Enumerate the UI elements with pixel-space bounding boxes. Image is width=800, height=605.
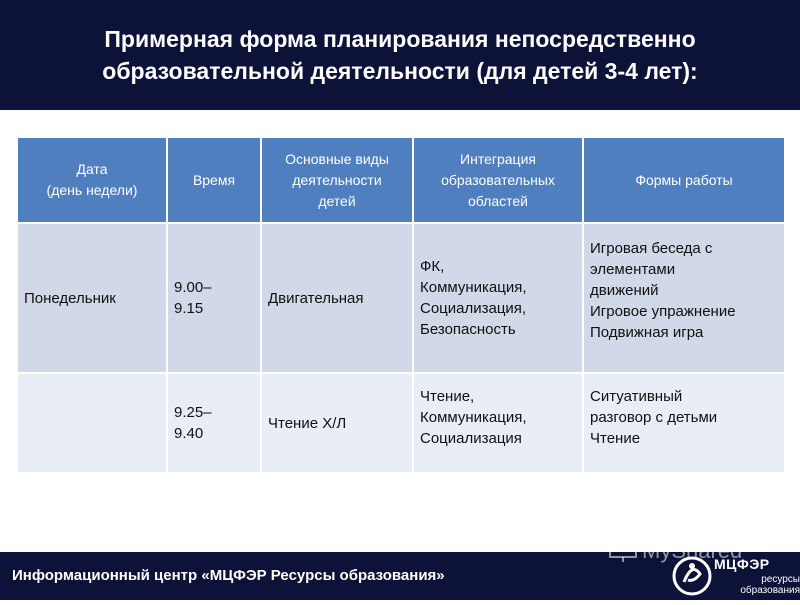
cell-forms-line-5: Подвижная игра [590, 324, 704, 341]
cell-integration [413, 373, 583, 473]
header-integration-line-3: областей [468, 192, 528, 209]
header-activity [261, 137, 413, 223]
logo-subtitle [738, 574, 800, 596]
cell-time [167, 223, 261, 373]
cell-activity-text: Двигательная [268, 289, 364, 307]
header-time [167, 137, 261, 223]
header-forms [583, 137, 785, 223]
watermark-text: MyShared [642, 538, 743, 563]
header-date-line-2: (день недели) [46, 182, 138, 198]
cell-integration-line-1: ФК, [420, 258, 445, 275]
logo-subtitle-line-1: ресурсы [761, 574, 800, 585]
cell-forms-line-4: Игровое упражнение [590, 303, 736, 320]
header-activity-line-3: детей [318, 192, 356, 209]
cell-time-line-1: 9.00– [174, 279, 212, 296]
slide-title-line-2: образовательной деятельности (для детей 3-4 лет): [102, 58, 698, 84]
slide-title [20, 23, 780, 87]
cell-activity [261, 373, 413, 473]
header-time-line-1: Время [192, 171, 236, 188]
watermark [608, 536, 788, 566]
title-bar [0, 0, 800, 110]
cell-integration-line-4: Безопасность [420, 321, 516, 338]
header-date [17, 137, 167, 223]
header-integration-line-2: образовательных [441, 171, 555, 188]
table-header-row [17, 137, 785, 223]
header-activity-line-2: деятельности [292, 171, 382, 188]
cell-forms-line-3: Чтение [590, 430, 641, 447]
planning-table [16, 136, 786, 474]
cell-date [17, 223, 167, 373]
table-row [17, 223, 785, 373]
cell-integration-line-3: Социализация, [420, 300, 527, 317]
cell-forms [583, 373, 785, 473]
header-date-line-1: Дата [76, 161, 108, 177]
header-integration-line-1: Интеграция [460, 150, 536, 167]
cell-integration-line-3: Социализация [420, 430, 522, 447]
cell-integration-line-1: Чтение, [420, 388, 475, 405]
cell-forms-line-3: движений [590, 282, 659, 299]
header-activity-line-1: Основные виды [285, 150, 389, 167]
footer-text: Информационный центр «МЦФЭР Ресурсы образования» [12, 567, 445, 584]
cell-time-line-2: 9.40 [174, 425, 204, 442]
cell-forms-line-2: элементами [590, 261, 676, 278]
cell-activity [261, 223, 413, 373]
cell-forms [583, 223, 785, 373]
cell-time-line-2: 9.15 [174, 300, 204, 317]
header-integration [413, 137, 583, 223]
logo-subtitle-line-2: образования [740, 585, 800, 596]
cell-date [17, 373, 167, 473]
header-forms-line-1: Формы работы [635, 171, 733, 188]
cell-date-text: Понедельник [24, 289, 116, 307]
cell-forms-line-1: Ситуативный [590, 388, 683, 405]
cell-activity-text: Чтение Х/Л [268, 414, 347, 432]
cell-forms-line-2: разговор с детьми [590, 409, 718, 426]
cell-integration [413, 223, 583, 373]
cell-forms-line-1: Игровая беседа с [590, 240, 713, 257]
slide-title-line-1: Примерная форма планирования непосредственно [104, 26, 696, 52]
cell-time-line-1: 9.25– [174, 404, 212, 421]
cell-integration-line-2: Коммуникация, [420, 279, 527, 296]
presentation-board-icon [608, 541, 638, 563]
logo-name: МЦФЭР [714, 556, 770, 572]
cell-time [167, 373, 261, 473]
table-row [17, 373, 785, 473]
cell-integration-line-2: Коммуникация, [420, 409, 527, 426]
